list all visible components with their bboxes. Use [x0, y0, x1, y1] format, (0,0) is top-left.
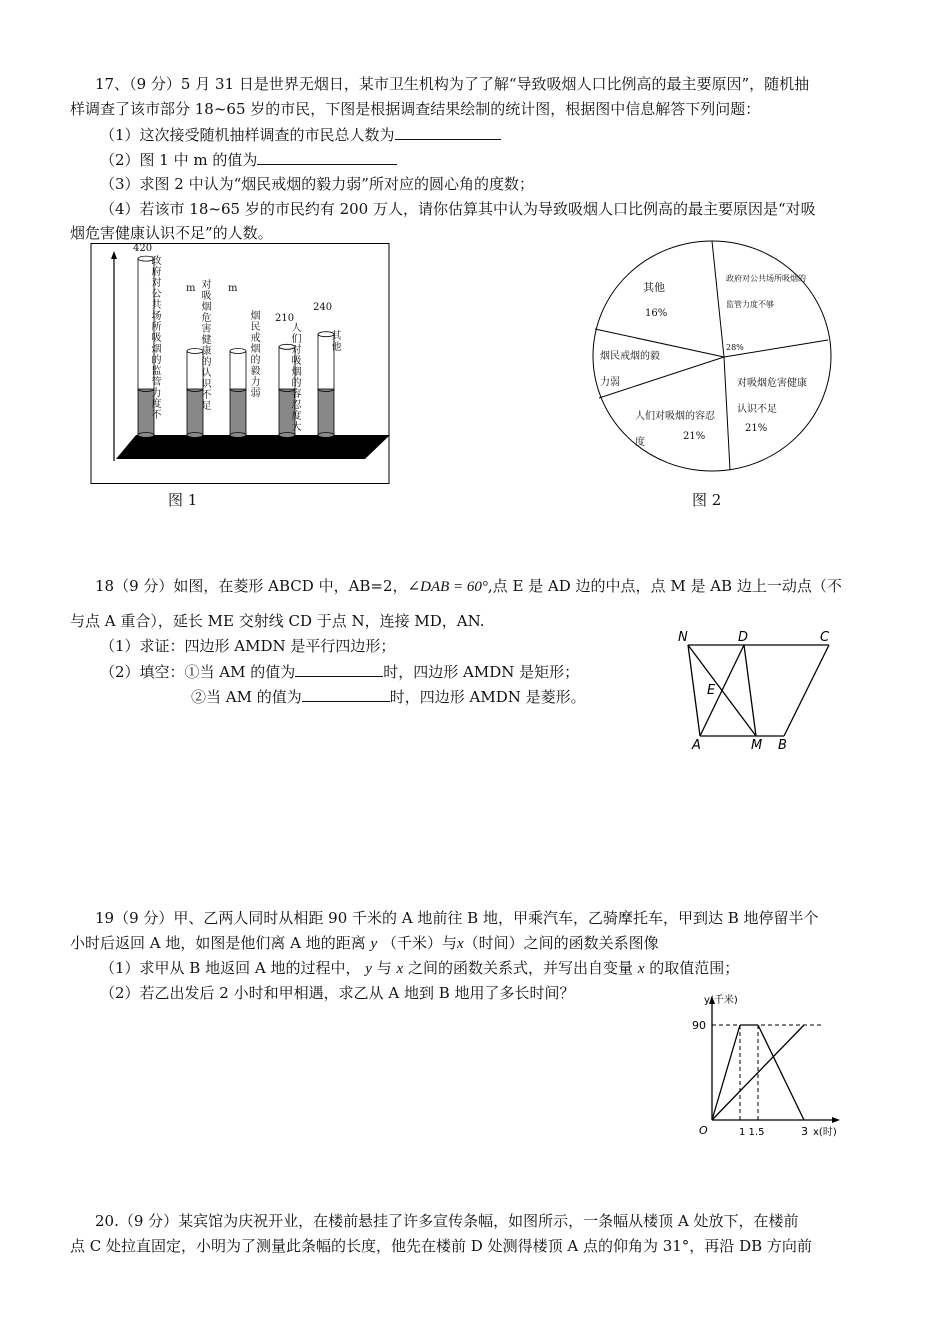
pie-slice-percent: 28%	[726, 343, 744, 352]
q19-part2: （2）若乙出发后 2 小时和甲相遇，求乙从 A 地到 B 地用了多长时间？	[100, 984, 575, 1002]
x-axis-label: x(时)	[813, 1127, 837, 1138]
fig1-svg	[90, 243, 392, 485]
fig1-bar-chart	[90, 243, 392, 485]
point-label: E	[707, 683, 716, 698]
bar-upper	[230, 351, 246, 389]
origin-label: O	[699, 1124, 708, 1137]
bar-value-label: 210	[275, 313, 295, 324]
point-label: C	[820, 630, 830, 645]
bar-top-cap	[230, 349, 246, 354]
pie-slice-label: 对吸烟危害健康认识不足	[737, 378, 807, 415]
q19-graph	[684, 992, 859, 1147]
point-label: N	[678, 630, 688, 645]
q17-part4-b: 烟危害健康认识不足”的人数。	[70, 224, 273, 242]
bar-value-label: 420	[133, 243, 153, 254]
q17-part3: （3）求图 2 中认为“烟民戒烟的毅力弱”所对应的圆心角的度数；	[100, 175, 534, 193]
q17-part2: （2）图 1 中 m 的值为	[100, 149, 397, 170]
q17-line1: 17、（9 分）5 月 31 日是世界无烟日，某市卫生机构为了了解“导致吸烟人口比例高的最主要原因”，随机抽	[95, 75, 810, 93]
bar-value-label: m	[228, 283, 238, 294]
q18-part2a: （2）填空：①当 AM 的值为 时，四边形 AMDN 是矩形；	[100, 663, 580, 681]
point-label: M	[751, 738, 763, 753]
fig1-caption: 图 1	[168, 491, 198, 509]
bar-value-label: m	[186, 283, 196, 294]
bar-lower	[230, 389, 246, 435]
answer-blank[interactable]	[257, 149, 397, 165]
bar-bottom-cap	[279, 433, 295, 438]
bar-category-label: 其他	[331, 331, 342, 353]
fig2-caption: 图 2	[692, 491, 722, 509]
bar-lower	[318, 389, 334, 435]
q19-line1: 19（9 分）甲、乙两人同时从相距 90 千米的 A 地前往 B 地，甲乘汽车，乙骑摩托车，甲到达 B 地停留半个	[95, 909, 819, 927]
bar-bottom-cap	[187, 433, 203, 438]
pie-slice-label: 烟民戒烟的毅力弱	[600, 351, 660, 388]
q17-part4-a: （4）若该市 18~65 岁的市民约有 200 万人，请你估算其中认为导致吸烟人口比例高的最主要原因是“对吸	[100, 200, 816, 218]
pie-slice-label: 人们对吸烟的容忍度	[635, 411, 715, 448]
graph-svg	[684, 992, 859, 1147]
y-axis-label: y(千米)	[704, 995, 738, 1006]
x-tick-label: 3	[801, 1125, 808, 1138]
bar-bottom-cap	[318, 433, 334, 438]
angle-math: ∠DAB = 60°	[407, 579, 488, 595]
point-label: D	[738, 630, 749, 645]
bar-bottom-cap	[138, 433, 154, 438]
answer-blank[interactable]	[302, 686, 390, 702]
point-label: B	[778, 738, 787, 753]
q19-line2: 小时后返回 A 地，如图是他们离 A 地的距离 y （千米）与x（时间）之间的函数关系图像	[70, 934, 659, 952]
pie-slice-percent: 16%	[645, 308, 668, 319]
jia-return	[758, 1025, 804, 1120]
q18-line2: 与点 A 重合），延长 ME 交射线 CD 于点 N，连接 MD，AN.	[70, 612, 485, 630]
rhombus-svg	[674, 628, 844, 753]
y-tick-label: 90	[692, 1019, 706, 1032]
answer-blank[interactable]	[395, 124, 501, 140]
bar-category-label: 人们对吸烟的容忍度大	[291, 323, 302, 433]
y-axis-arrow	[111, 251, 117, 259]
q17-line2: 样调查了该市部分 18~65 岁的市民，下图是根据调查结果绘制的统计图，根据图中信息解答下列问题：	[70, 100, 761, 118]
q20-line1: 20.（9 分）某宾馆为庆祝开业，在楼前悬挂了许多宣传条幅，如图所示，一条幅从楼顶 A 处放下，在楼前	[95, 1212, 799, 1230]
bar-bottom-cap	[230, 433, 246, 438]
bar-category-label: 对吸烟危害健康的认识不足	[201, 280, 212, 412]
line-BC	[784, 645, 829, 736]
pie-slice-percent: 21%	[745, 423, 768, 434]
q18-part2b: ②当 AM 的值为 时，四边形 AMDN 是菱形。	[191, 688, 586, 706]
q17-part1: （1）这次接受随机抽样调查的市民总人数为	[100, 124, 501, 145]
pie-slice-label: 其他	[643, 281, 665, 294]
fig2-pie-chart	[590, 238, 840, 478]
base-platform	[116, 435, 390, 459]
x-tick-label: 1 1.5	[739, 1127, 765, 1138]
bar-value-label: 240	[313, 302, 333, 313]
q18-line1: 18（9 分）如图，在菱形 ABCD 中，AB=2，∠DAB = 60°,点 E 是 AD 边的中点，点 M 是 AB 边上一动点（不	[95, 577, 842, 595]
q18-part1: （1）求证：四边形 AMDN 是平行四边形；	[100, 637, 396, 655]
x-axis-arrow	[832, 1117, 840, 1123]
bar-category-label: 政府对公共场所吸烟的监管力度不	[151, 256, 162, 421]
answer-blank[interactable]	[295, 661, 383, 677]
pie-slice-label: 政府对公共场所吸烟的监管力度不够	[726, 274, 806, 309]
bar-category-label: 烟民戒烟的毅力弱	[250, 311, 261, 399]
q20-line2: 点 C 处拉直固定，小明为了测量此条幅的长度，他先在楼前 D 处测得楼顶 A 点的仰角为 31°，再沿 DB 方向前	[70, 1237, 812, 1255]
point-label: A	[692, 738, 701, 753]
q19-part1: （1）求甲从 B 地返回 A 地的过程中， y 与 x 之间的函数关系式，并写出自变量 x 的取值范围；	[100, 959, 740, 977]
pie-slice-percent: 21%	[683, 431, 706, 442]
q18-rhombus-figure	[674, 628, 844, 753]
